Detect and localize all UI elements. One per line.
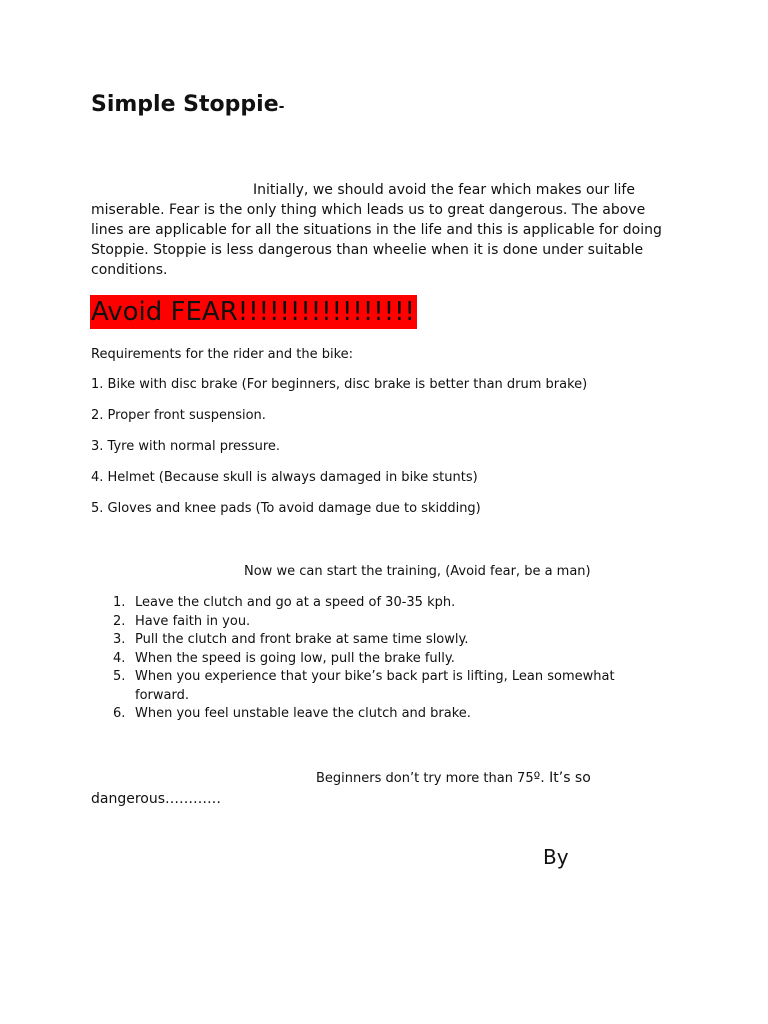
step-number: 4. xyxy=(113,650,126,666)
step-item xyxy=(91,594,661,613)
requirement-item: 1. Bike with disc brake (For beginners, disc brake is better than drum brake) xyxy=(91,377,588,392)
warning-degree: º xyxy=(533,770,541,786)
avoid-fear-banner: Avoid FEAR!!!!!!!!!!!!!!!!! xyxy=(91,297,415,327)
step-number: 5. xyxy=(113,669,126,684)
title-dash: - xyxy=(278,99,285,115)
step-text: Have faith in you. xyxy=(135,613,251,629)
step-item xyxy=(91,668,661,705)
intro-paragraph: Initially, we should avoid the fear which makes our life miserable. Fear is the only thing which leads us to great dangerous. The above lines are applicable for all the situations in the life and this is applicable for doing Stoppie. Stoppie is less dangerous than wheelie when it is done under suitable conditions. xyxy=(91,182,662,278)
step-text: When you experience that your bike’s back part is lifting, Lean somewhat forward. xyxy=(135,669,615,703)
title-text: Simple Stoppie xyxy=(91,92,279,117)
requirement-item: 3. Tyre with normal pressure. xyxy=(91,439,281,454)
step-text: When the speed is going low, pull the brake fully. xyxy=(135,650,455,666)
step-item xyxy=(91,705,661,724)
requirement-item: 5. Gloves and knee pads (To avoid damage due to skidding) xyxy=(91,501,481,516)
author-by-line: By xyxy=(543,845,569,869)
requirement-item: 4. Helmet (Because skull is always damaged in bike stunts) xyxy=(91,470,478,485)
page-title xyxy=(91,90,284,122)
step-item xyxy=(91,631,661,650)
step-text: Pull the clutch and front brake at same time slowly. xyxy=(135,632,469,647)
step-text: When you feel unstable leave the clutch and brake. xyxy=(135,706,471,721)
requirements-heading: Requirements for the rider and the bike: xyxy=(91,347,354,362)
step-number: 6. xyxy=(113,706,126,721)
warning-paragraph xyxy=(91,768,651,810)
step-number: 3. xyxy=(113,632,126,647)
step-number: 1. xyxy=(113,595,126,610)
step-item xyxy=(91,613,661,632)
warning-dangerous: dangerous………… xyxy=(91,791,222,807)
requirement-item: 2. Proper front suspension. xyxy=(91,408,266,423)
warning-text-end: . It’s so xyxy=(540,770,591,786)
training-steps-list xyxy=(91,594,661,724)
step-number: 2. xyxy=(113,613,126,629)
step-item xyxy=(91,650,661,669)
step-text: Leave the clutch and go at a speed of 30-35 kph. xyxy=(135,595,456,610)
training-intro: Now we can start the training, (Avoid fear, be a man) xyxy=(244,564,591,579)
warning-text: Beginners don’t try more than 75 xyxy=(316,771,534,786)
